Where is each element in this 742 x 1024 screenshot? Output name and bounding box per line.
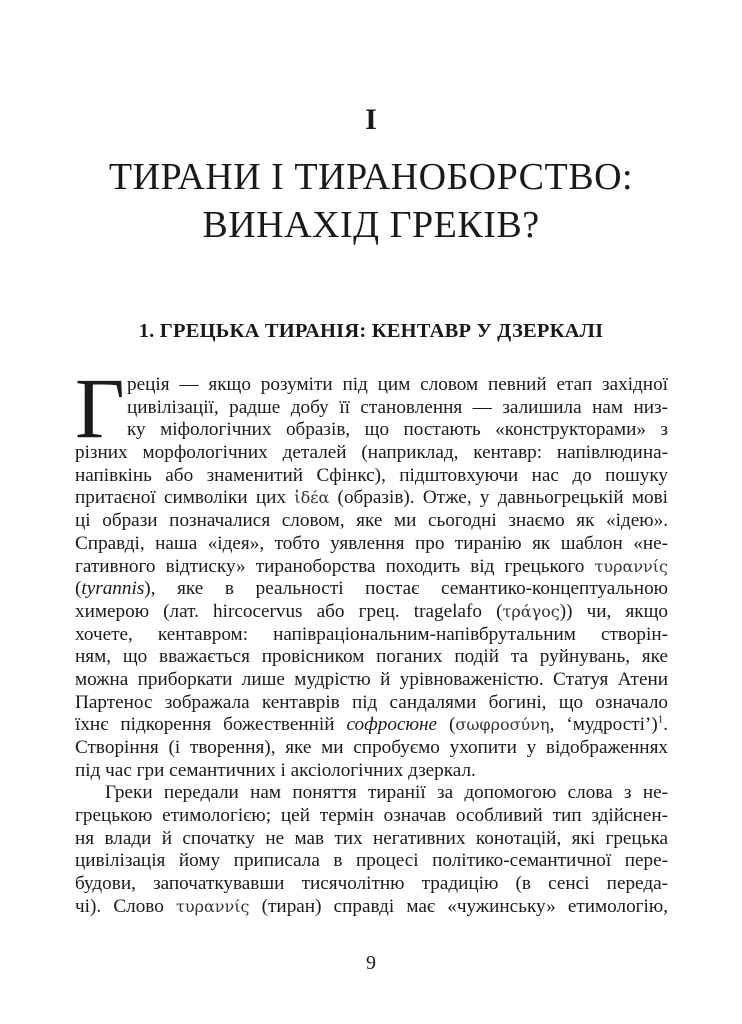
- text-line: реція — якщо розуміти під цим словом певний етап західної: [127, 374, 668, 395]
- text-line: [75, 578, 668, 601]
- text-line: Греки передали нам поняття тиранії за допомогою слова з не-: [105, 782, 668, 804]
- greek-term: σωφροσύνη: [455, 715, 550, 735]
- text-segment: гативного відтиску» тираноборства походить від грецького: [75, 555, 595, 577]
- chapter-title: [0, 153, 742, 249]
- text-line: Створіння (і творення), яке ми спробуємо ухопити у відображеннях: [75, 737, 668, 758]
- text-segment: .: [663, 714, 668, 736]
- text-line: під час гри семантичних і аксіологічних дзеркал.: [75, 759, 476, 781]
- text-segment: чі). Слово: [75, 895, 176, 917]
- text-line: Партенос зображала кентаврів під сандалями богині, що означало: [75, 691, 668, 713]
- text-line: ку міфологічних образів, що постають «конструкторами» з: [127, 419, 668, 441]
- text-line: [75, 601, 668, 624]
- text-line: ням, що вважається провісником поганих подій та руйнувань, яке: [75, 646, 668, 668]
- text-line: ці образи позначалися словом, яке ми сьогодні знаємо як «ідею».: [75, 510, 668, 532]
- text-segment: )) чи, якщо: [559, 600, 668, 622]
- italic-term: tyrannis: [81, 578, 145, 600]
- text-line: Справді, наша «ідея», тобто уявлення про тиранію як шаблон «не-: [75, 532, 668, 554]
- text-segment: (: [437, 714, 456, 736]
- text-line: хочете, кентавром: напівраціональним-напівбрутальним створін-: [75, 623, 668, 645]
- greek-term: τυραννίς: [594, 556, 668, 576]
- text-line: можна приборкати лише мудрістю й урівноваженістю. Статуя Атени: [75, 668, 668, 690]
- text-line: цивілізація йому приписала в процесі політико-семантичної пере-: [75, 850, 668, 872]
- text-line: грецькою етимологією; цей термін означав особливий тип здійснен-: [75, 805, 668, 827]
- text-segment: , ‘мудрості’): [549, 714, 658, 736]
- page-number: 9: [366, 952, 376, 974]
- text-line: напівкінь або знаменитий Сфінкс), підштовхуючи нас до пошуку: [75, 464, 668, 486]
- text-segment: ), яке в реальності постає семантико-концептуальною: [144, 578, 668, 600]
- footnote-marker[interactable]: 1: [657, 713, 664, 726]
- italic-term: софросюне: [346, 714, 438, 736]
- text-segment: (тиран) справді має «чужинську» етимологію,: [249, 895, 668, 917]
- body-text: [75, 360, 668, 919]
- text-line: [75, 714, 668, 737]
- chapter-number: I: [365, 103, 377, 136]
- text-line: [75, 896, 668, 919]
- greek-term: ἰδέα: [294, 488, 330, 508]
- greek-term: τυραννίς: [176, 896, 250, 916]
- text-line: будови, започаткувавши тисячолітню традицію (в сенсі переда-: [75, 873, 668, 895]
- text-line: [75, 556, 668, 579]
- text-segment: притаєної символіки цих: [75, 487, 295, 509]
- greek-term: τράγος: [502, 601, 560, 621]
- text-line: [75, 487, 668, 510]
- drop-cap: Г: [75, 360, 125, 456]
- text-segment: (образів). Отже, у давньогрецькій мові: [329, 487, 668, 509]
- text-line: цивілізації, радше добу її становлення — залишила нам низ-: [127, 396, 668, 418]
- text-segment: химерою (лат. hircocervus або грец. tragelafo (: [75, 600, 503, 622]
- text-line: ня влади й спочатку не мав тих негативних конотацій, які грецька: [75, 827, 668, 849]
- text-segment: їхнє підкорення божественній: [75, 714, 347, 736]
- section-title: 1. ГРЕЦЬКА ТИРАНІЯ: КЕНТАВР У ДЗЕРКАЛІ: [138, 320, 604, 342]
- text-segment: (: [75, 578, 82, 600]
- chapter-title-line-2: ВИНАХІД ГРЕКІВ?: [202, 204, 540, 246]
- text-line: різних морфологічних деталей (наприклад, кентавр: напівлюдина-: [75, 442, 668, 464]
- chapter-title-line-1: ТИРАНИ І ТИРАНОБОРСТВО:: [108, 156, 634, 198]
